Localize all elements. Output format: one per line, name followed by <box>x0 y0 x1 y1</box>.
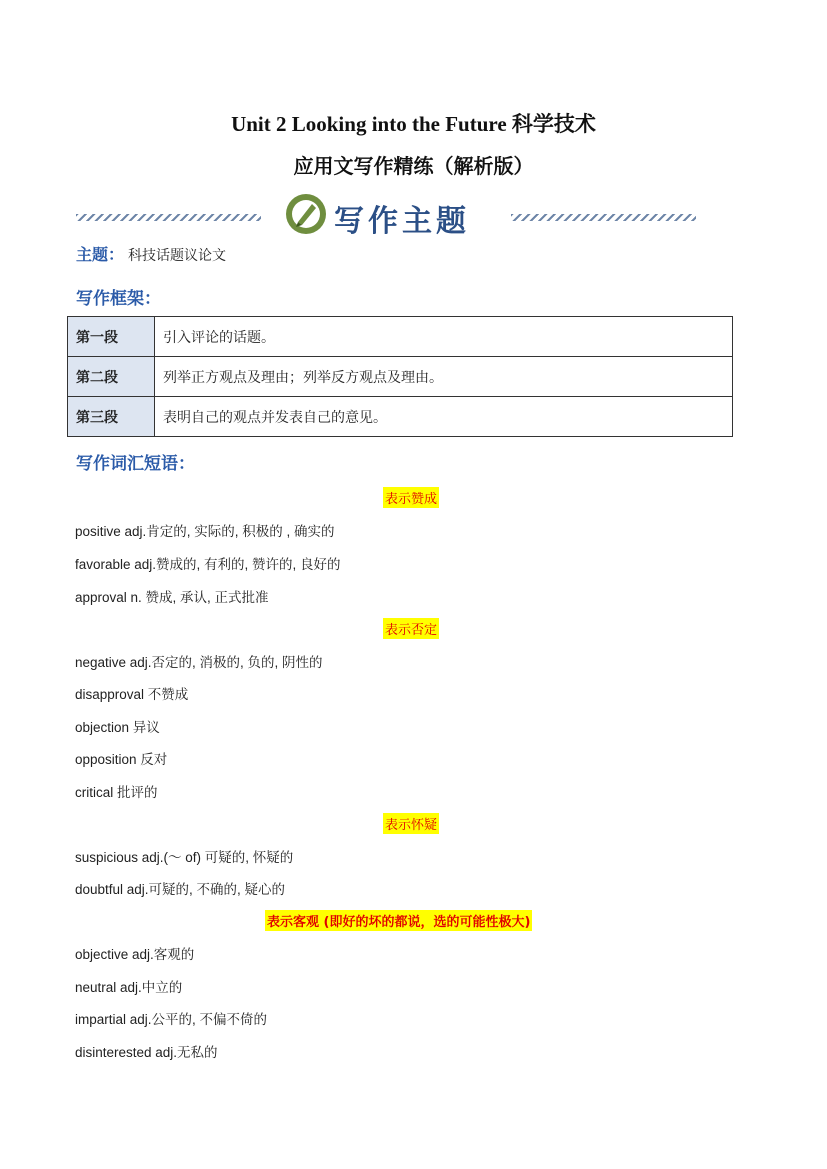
vocab-item: negative adj.否定的, 消极的, 负的, 阴性的 <box>75 655 323 670</box>
row-content: 引入评论的话题。 <box>155 317 733 357</box>
vocab-item: doubtful adj.可疑的, 不确的, 疑心的 <box>75 882 286 897</box>
document-subtitle: 应用文写作精练（解析版） <box>293 154 534 178</box>
topic-label: 主题： <box>76 245 125 264</box>
topic-value: 科技话题议论文 <box>128 248 227 264</box>
row-content: 表明自己的观点并发表自己的意见。 <box>155 397 733 437</box>
section-banner <box>76 192 696 244</box>
row-content: 列举正方观点及理由；列举反方观点及理由。 <box>155 357 733 397</box>
vocab-item: positive adj.肯定的, 实际的, 积极的 , 确实的 <box>75 524 335 539</box>
group-title-doubt: 表示怀疑 <box>383 813 439 834</box>
vocab-item: suspicious adj.(～ of) 可疑的, 怀疑的 <box>75 850 294 865</box>
vocab-item: critical 批评的 <box>75 785 158 800</box>
document-title: Unit 2 Looking into the Future 科学技术 <box>231 112 596 136</box>
vocab-item: objective adj.客观的 <box>75 947 195 962</box>
banner-stripe-right <box>511 214 696 221</box>
row-label: 第一段 <box>68 317 155 357</box>
table-row <box>68 317 733 357</box>
vocab-item: disinterested adj.无私的 <box>75 1045 218 1060</box>
vocab-item: impartial adj.公平的, 不偏不倚的 <box>75 1012 268 1027</box>
vocab-item: approval n. 赞成, 承认, 正式批准 <box>75 590 269 605</box>
table-row <box>68 397 733 437</box>
row-label: 第三段 <box>68 397 155 437</box>
row-label: 第二段 <box>68 357 155 397</box>
vocab-item: disapproval 不赞成 <box>75 687 189 702</box>
topic-line <box>76 242 226 265</box>
vocab-item: opposition 反对 <box>75 752 168 767</box>
vocab-item: favorable adj.赞成的, 有利的, 赞许的, 良好的 <box>75 557 341 572</box>
banner-title: 写作主题 <box>334 204 470 239</box>
pen-logo-icon <box>284 192 328 236</box>
vocab-item: neutral adj.中立的 <box>75 980 183 995</box>
banner-stripe-left <box>76 214 261 221</box>
table-row <box>68 357 733 397</box>
vocab-item: objection 异议 <box>75 720 160 735</box>
group-title-negate: 表示否定 <box>383 618 439 639</box>
group-title-objective: 表示客观 (即好的坏的都说，选的可能性极大) <box>265 910 532 931</box>
framework-table <box>67 316 733 437</box>
framework-heading: 写作框架： <box>76 289 161 309</box>
vocabulary-heading: 写作词汇短语： <box>76 454 195 474</box>
group-title-approve: 表示赞成 <box>383 487 439 508</box>
